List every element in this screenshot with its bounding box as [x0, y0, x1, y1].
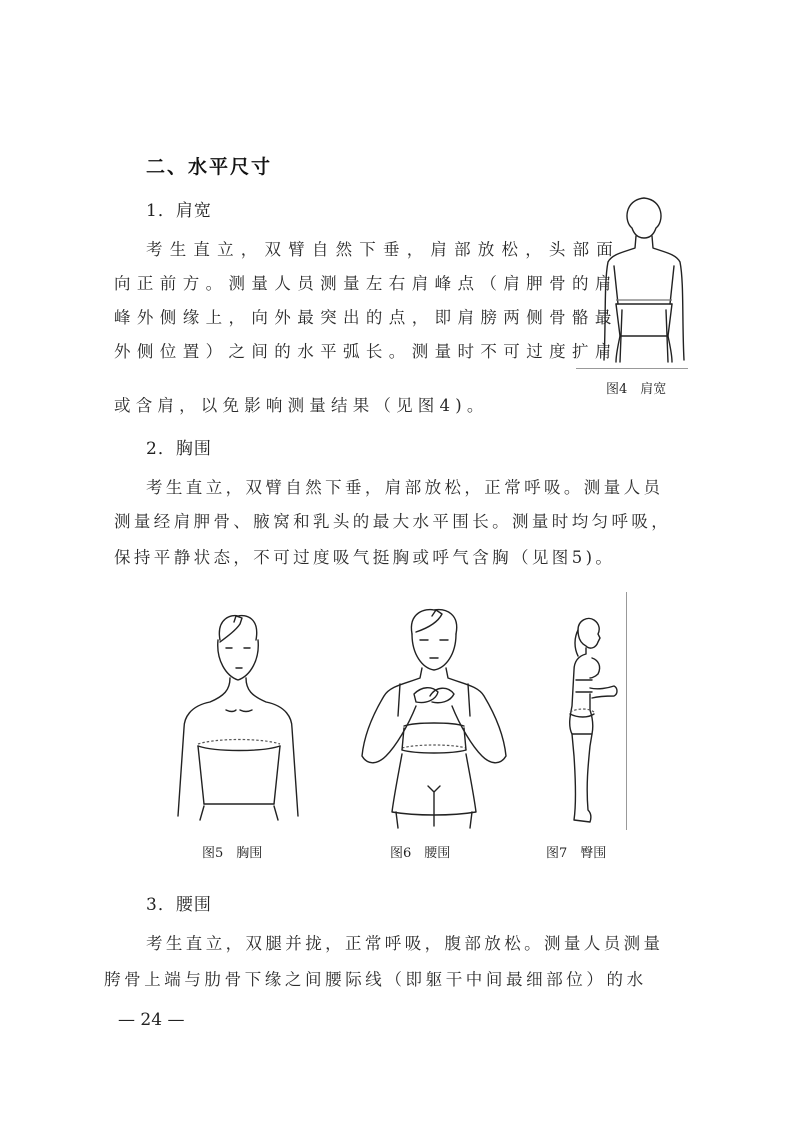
front-view-chest-circumference-figure	[176, 610, 302, 826]
paragraph-line: 胯骨上端与肋骨下缘之间腰际线（即躯干中间最细部位）的水	[104, 970, 647, 989]
figure-vertical-border	[626, 592, 627, 830]
paragraph-line: 考生直立，双腿并拢，正常呼吸，腹部放松。测量人员测量	[146, 934, 664, 953]
paragraph-line: 测量经肩胛骨、腋窝和乳头的最大水平围长。测量时均匀呼吸，	[114, 512, 672, 531]
figure-caption: 图6 腰围	[390, 846, 451, 861]
paragraph-line: 或含肩，以免影响测量结果（见图4)。	[114, 396, 489, 415]
item-heading-shoulder-width: 1．肩宽	[146, 201, 212, 221]
back-view-shoulder-width-figure	[598, 192, 690, 368]
side-view-hip-circumference-figure	[564, 616, 624, 836]
paragraph-line: 峰外侧缘上，向外最突出的点，即肩膀两侧骨骼最	[114, 308, 618, 327]
figure-divider-line	[576, 368, 688, 369]
paragraph-line: 向正前方。测量人员测量左右肩峰点（肩胛骨的肩	[114, 274, 618, 293]
page-number: — 24 —	[118, 1010, 185, 1030]
paragraph-line: 保持平静状态，不可过度吸气挺胸或呼气含胸（见图5)。	[114, 548, 616, 567]
item-heading-waist: 3．腰围	[146, 895, 212, 915]
figure-caption: 图5 胸围	[202, 846, 263, 861]
paragraph-line: 考生直立，双臂自然下垂，肩部放松，头部面	[146, 240, 620, 259]
paragraph-line: 考生直立，双臂自然下垂，肩部放松，正常呼吸。测量人员	[146, 478, 664, 497]
section-title: 二、水平尺寸	[146, 156, 273, 178]
figure-caption: 图4 肩宽	[606, 382, 667, 397]
front-view-waist-circumference-figure	[356, 606, 512, 828]
item-heading-chest: 2．胸围	[146, 439, 212, 459]
paragraph-line: 外侧位置）之间的水平弧长。测量时不可过度扩肩	[114, 342, 618, 361]
figure-caption: 图7 臀围	[546, 846, 607, 861]
